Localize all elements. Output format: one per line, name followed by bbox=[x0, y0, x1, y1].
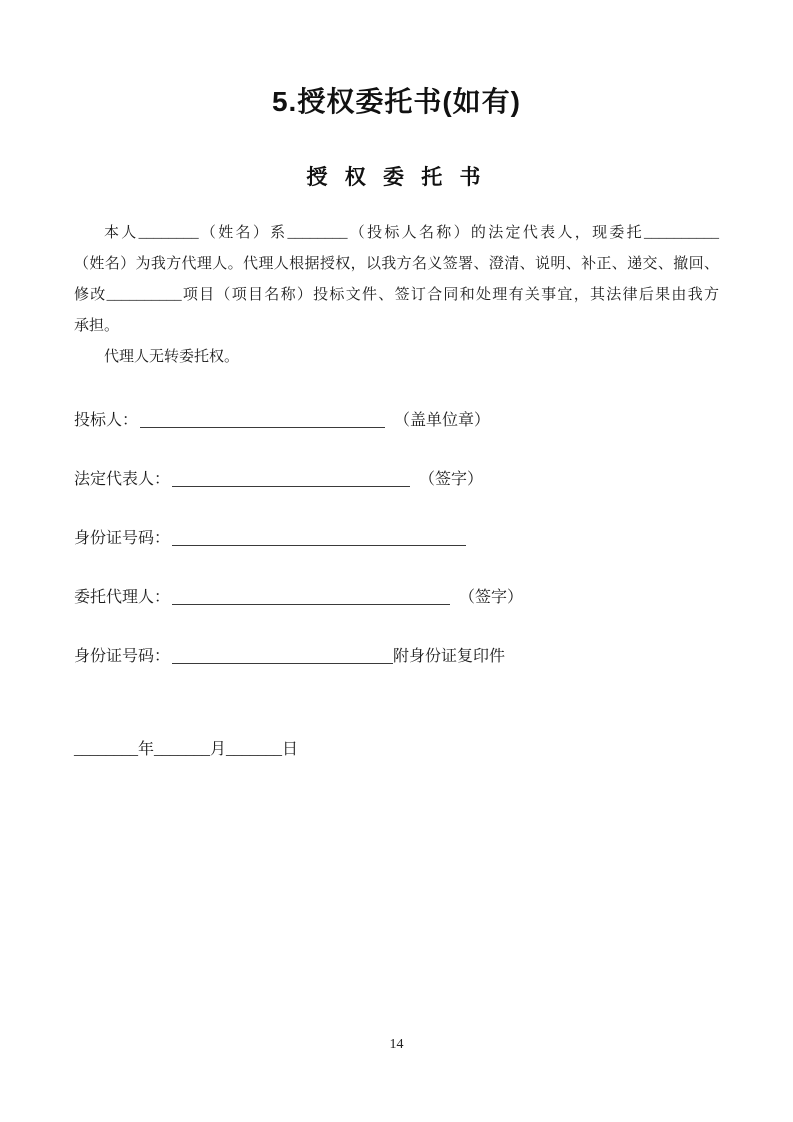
signature-blank-line bbox=[172, 472, 410, 487]
signature-blank-line bbox=[172, 590, 450, 605]
date-line: ________年_______月_______日 bbox=[74, 741, 299, 758]
signature-row bbox=[74, 646, 719, 667]
signature-label: 委托代理人： bbox=[74, 589, 171, 606]
signature-label: 投标人： bbox=[74, 412, 139, 429]
signature-suffix: （签字） bbox=[419, 471, 484, 488]
section-heading: 5.授权委托书(如有) bbox=[271, 86, 521, 117]
paragraph-line: 本人________（姓名）系________（投标人名称）的法定代表人，现委托__________ bbox=[104, 225, 719, 241]
document-title: 授 权 委 托 书 bbox=[306, 165, 487, 189]
signature-row bbox=[74, 587, 719, 608]
signature-suffix: 附身份证复印件 bbox=[393, 648, 506, 665]
signature-blank-line bbox=[172, 531, 466, 546]
page-number: 14 bbox=[389, 1037, 404, 1052]
paragraph-line: 承担。 bbox=[74, 318, 120, 334]
signature-row bbox=[74, 528, 719, 549]
body-paragraph bbox=[74, 218, 719, 373]
paragraph-line: 代理人无转委托权。 bbox=[104, 349, 240, 365]
signature-suffix: （签字） bbox=[459, 589, 524, 606]
signature-blank-line bbox=[172, 649, 393, 664]
signature-row bbox=[74, 410, 719, 431]
signature-section bbox=[74, 410, 719, 667]
signature-blank-line bbox=[140, 413, 385, 428]
page-content bbox=[0, 88, 793, 760]
paragraph-line: （姓名）为我方代理人。代理人根据授权，以我方名义签署、澄清、说明、补正、递交、撤回、 bbox=[74, 256, 719, 272]
paragraph-line: 修改__________项目（项目名称）投标文件、签订合同和处理有关事宜，其法律后果由我方 bbox=[74, 287, 719, 303]
signature-label: 身份证号码： bbox=[74, 648, 171, 665]
signature-row bbox=[74, 469, 719, 490]
signature-label: 法定代表人： bbox=[74, 471, 171, 488]
signature-suffix: （盖单位章） bbox=[394, 412, 491, 429]
signature-label: 身份证号码： bbox=[74, 530, 171, 547]
